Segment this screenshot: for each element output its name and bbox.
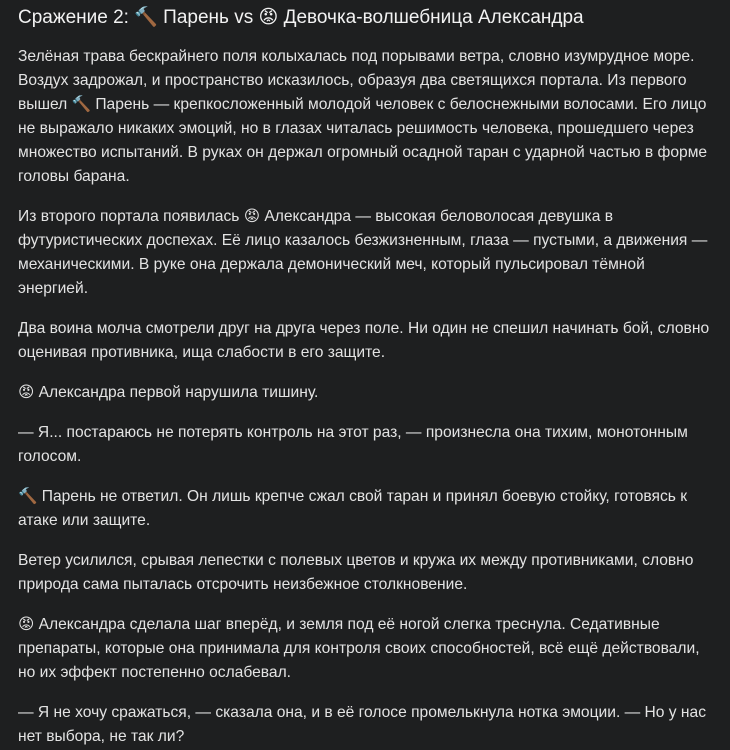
- story-paragraph: Зелёная трава бескрайнего поля колыхалась под порывами ветра, словно изумрудное море. Воздух задрожал, и пространство исказилось, образуя два светящихся портала. Из первого вышел 🔨 Парень — крепкосложенный молодой человек с белоснежными волосами. Его лицо не выражало никаких эмоций, но в глазах читалась решимость человека, прошедшего через множество испытаний. В руках он держал огромный осадной таран с ударной частью в форме головы барана.: [18, 48, 708, 185]
- title-middle: Парень vs: [157, 7, 259, 28]
- story-paragraph: Из второго портала появилась 😡 Александра — высокая беловолосая девушка в футуристических доспехах. Её лицо казалось безжизненным, глаза — пустыми, а движения — механическими. В руке она держала демонический меч, который пульсировал тёмной энергией.: [18, 208, 708, 297]
- title-prefix: Сражение 2:: [18, 7, 135, 28]
- angry-face-icon: 😡: [258, 6, 279, 28]
- story-paragraph: — Я... постараюсь не потерять контроль на этот раз, — произнесла она тихим, монотонным голосом.: [18, 424, 688, 465]
- story-paragraph: 😡 Александра сделала шаг вперёд, и земля под её ногой слегка треснула. Седативные препараты, которые она принимала для контроля своих способностей, всё ещё действовали, но их эффект постепенно ослабевал.: [18, 616, 700, 681]
- story-paragraph: Два воина молча смотрели друг на друга через поле. Ни один не спешил начинать бой, словно оценивая противника, ища слабости в его защите.: [18, 320, 710, 361]
- title-suffix: Девочка-волшебница Александра: [278, 7, 584, 28]
- story-paragraph: 🔨 Парень не ответил. Он лишь крепче сжал свой таран и принял боевую стойку, готовясь к атаке или защите.: [18, 488, 688, 529]
- story-paragraph: 😡 Александра первой нарушила тишину.: [18, 384, 319, 401]
- story-title: [18, 4, 716, 31]
- hammer-icon: 🔨: [134, 6, 158, 28]
- story-paragraph: Ветер усилился, срывая лепестки с полевых цветов и кружа их между противниками, словно природа сама пыталась отсрочить неизбежное столкновение.: [18, 552, 694, 593]
- story-paragraph: — Я не хочу сражаться, — сказала она, и в её голосе промелькнула нотка эмоции. — Но у нас нет выбора, не так ли?: [18, 704, 707, 745]
